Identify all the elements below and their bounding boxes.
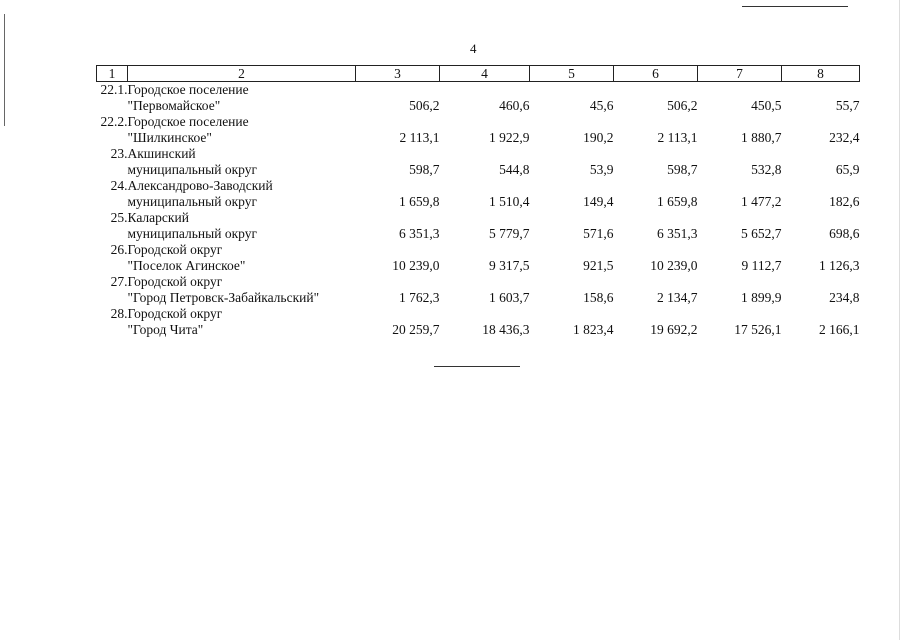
table-row xyxy=(97,210,860,226)
row-name-line1: Каларский xyxy=(127,210,189,225)
row-name-line2: муниципальный округ xyxy=(127,162,257,177)
value-cell-col5: 921,5 xyxy=(583,258,614,273)
bottom-rule xyxy=(434,366,520,367)
row-name-line1: Городской округ xyxy=(127,242,223,257)
col-header-1: 1 xyxy=(97,66,128,82)
value-cell-col5: 1 823,4 xyxy=(573,322,614,337)
row-name-line1: Акшинский xyxy=(127,146,196,161)
page-number: 4 xyxy=(470,41,477,56)
value-cell-col6: 19 692,2 xyxy=(650,322,698,337)
budget-table xyxy=(96,65,860,338)
col-header-5: 5 xyxy=(530,66,614,82)
value-cell-col3: 1 659,8 xyxy=(399,194,440,209)
value-cell-col7: 5 652,7 xyxy=(741,226,782,241)
value-cell-col6: 10 239,0 xyxy=(650,258,698,273)
row-number: 23. xyxy=(110,146,128,161)
row-name-line2: "Город Чита" xyxy=(127,322,204,337)
col-header-7: 7 xyxy=(698,66,782,82)
table-row xyxy=(97,194,860,210)
value-cell-col6: 2 113,1 xyxy=(657,130,698,145)
row-number: 22.2. xyxy=(100,114,128,129)
row-number: 24. xyxy=(110,178,128,193)
table-row xyxy=(97,290,860,306)
table-row xyxy=(97,130,860,146)
value-cell-col4: 544,8 xyxy=(499,162,530,177)
value-cell-col8: 55,7 xyxy=(835,98,860,113)
value-cell-col8: 232,4 xyxy=(829,130,860,145)
row-number-spacer xyxy=(97,290,128,306)
table-row xyxy=(97,178,860,194)
row-number-spacer xyxy=(97,226,128,242)
row-name-line2: "Шилкинское" xyxy=(127,130,212,145)
value-cell-col4: 460,6 xyxy=(499,98,530,113)
value-cell-col7: 1 477,2 xyxy=(741,194,782,209)
value-cell-col3: 6 351,3 xyxy=(399,226,440,241)
value-cell-col3: 598,7 xyxy=(409,162,440,177)
row-number: 26. xyxy=(110,242,128,257)
value-cell-col7: 450,5 xyxy=(751,98,782,113)
col-header-3: 3 xyxy=(356,66,440,82)
value-cell-col4: 18 436,3 xyxy=(482,322,530,337)
value-cell-col5: 158,6 xyxy=(583,290,614,305)
row-number-spacer xyxy=(97,130,128,146)
col-header-4: 4 xyxy=(440,66,530,82)
row-number: 22.1. xyxy=(100,82,128,97)
table-row xyxy=(97,226,860,242)
value-cell-col3: 20 259,7 xyxy=(392,322,440,337)
col-header-8: 8 xyxy=(782,66,860,82)
left-margin-mark xyxy=(4,14,5,126)
table-row xyxy=(97,146,860,162)
value-cell-col5: 45,6 xyxy=(589,98,614,113)
table-row xyxy=(97,258,860,274)
row-name-line2: муниципальный округ xyxy=(127,194,257,209)
value-cell-col8: 234,8 xyxy=(829,290,860,305)
row-name-line1: Городское поселение xyxy=(127,82,249,97)
value-cell-col3: 1 762,3 xyxy=(399,290,440,305)
table-row xyxy=(97,242,860,258)
row-name-line2: "Первомайское" xyxy=(127,98,221,113)
value-cell-col8: 2 166,1 xyxy=(819,322,860,337)
row-number: 28. xyxy=(110,306,128,321)
table-row xyxy=(97,274,860,290)
row-name-line2: "Поселок Агинское" xyxy=(127,258,246,273)
table-row xyxy=(97,322,860,338)
value-cell-col7: 9 112,7 xyxy=(741,258,782,273)
row-number: 27. xyxy=(110,274,128,289)
value-cell-col8: 698,6 xyxy=(829,226,860,241)
value-cell-col7: 1 880,7 xyxy=(741,130,782,145)
row-number-spacer xyxy=(97,258,128,274)
row-number-spacer xyxy=(97,322,128,338)
value-cell-col5: 190,2 xyxy=(583,130,614,145)
value-cell-col3: 506,2 xyxy=(409,98,440,113)
value-cell-col6: 2 134,7 xyxy=(657,290,698,305)
table-row xyxy=(97,114,860,130)
value-cell-col7: 532,8 xyxy=(751,162,782,177)
table-row xyxy=(97,162,860,178)
row-number-spacer xyxy=(97,162,128,178)
table-body xyxy=(97,82,860,339)
value-cell-col8: 65,9 xyxy=(835,162,860,177)
table-row xyxy=(97,82,860,99)
column-number-row xyxy=(97,66,860,82)
value-cell-col6: 1 659,8 xyxy=(657,194,698,209)
row-name-line2: муниципальный округ xyxy=(127,226,257,241)
row-name-line1: Городской округ xyxy=(127,274,223,289)
value-cell-col7: 17 526,1 xyxy=(734,322,782,337)
col-header-6: 6 xyxy=(614,66,698,82)
value-cell-col5: 149,4 xyxy=(583,194,614,209)
table-row xyxy=(97,306,860,322)
top-rule xyxy=(742,6,848,7)
value-cell-col8: 1 126,3 xyxy=(819,258,860,273)
value-cell-col3: 2 113,1 xyxy=(399,130,440,145)
value-cell-col4: 1 603,7 xyxy=(489,290,530,305)
table-row xyxy=(97,98,860,114)
col-header-2: 2 xyxy=(128,66,356,82)
row-name-line1: Городское поселение xyxy=(127,114,249,129)
row-name-line1: Городской округ xyxy=(127,306,223,321)
row-name-line1: Александрово-Заводский xyxy=(127,178,273,193)
value-cell-col4: 1 922,9 xyxy=(489,130,530,145)
value-cell-col8: 182,6 xyxy=(829,194,860,209)
value-cell-col4: 9 317,5 xyxy=(489,258,530,273)
row-name-line2: "Город Петровск-Забайкальский" xyxy=(127,290,320,305)
row-number: 25. xyxy=(110,210,128,225)
value-cell-col3: 10 239,0 xyxy=(392,258,440,273)
value-cell-col4: 5 779,7 xyxy=(489,226,530,241)
scan-edge xyxy=(899,0,900,640)
value-cell-col4: 1 510,4 xyxy=(489,194,530,209)
value-cell-col5: 53,9 xyxy=(589,162,614,177)
value-cell-col5: 571,6 xyxy=(583,226,614,241)
value-cell-col7: 1 899,9 xyxy=(741,290,782,305)
row-number-spacer xyxy=(97,98,128,114)
value-cell-col6: 506,2 xyxy=(667,98,698,113)
value-cell-col6: 598,7 xyxy=(667,162,698,177)
row-number-spacer xyxy=(97,194,128,210)
value-cell-col6: 6 351,3 xyxy=(657,226,698,241)
